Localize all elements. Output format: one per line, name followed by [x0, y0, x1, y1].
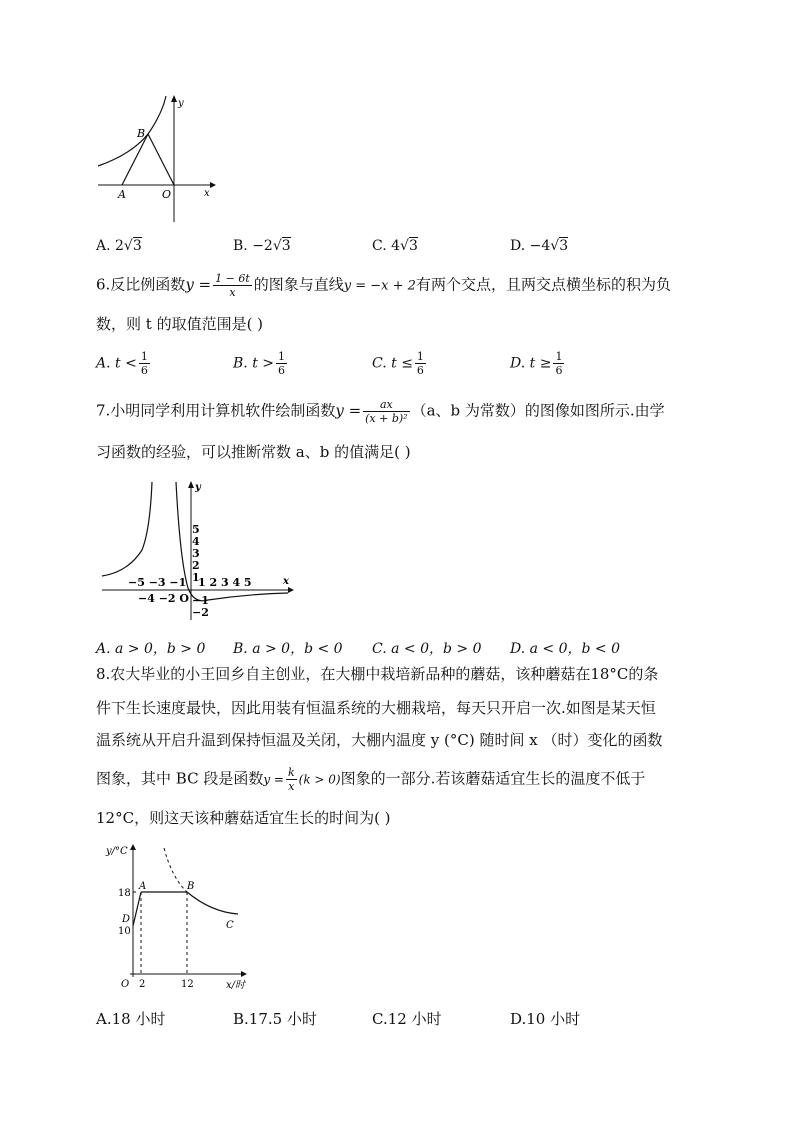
q7-y-eq: y = — [335, 401, 362, 420]
sqrt-icon: √ — [550, 238, 560, 254]
q6-option-b-frac — [276, 350, 287, 377]
q8-ytick-18: 18 — [118, 888, 131, 899]
q6-option-a-den: 6 — [140, 364, 148, 377]
q6-option-d-num: 1 — [555, 350, 563, 363]
q5-option-c-radicand: 3 — [408, 238, 418, 254]
q8-figure — [96, 840, 256, 1000]
q5-segment-AB — [122, 134, 148, 185]
q6-option-d[interactable] — [510, 350, 566, 377]
q6-option-d-den: 6 — [555, 364, 563, 377]
q8-option-c[interactable] — [372, 1008, 442, 1029]
q8-xtick-2: 2 — [139, 979, 146, 990]
q6-option-a-text: A. t < — [96, 355, 137, 372]
q7-option-a[interactable] — [96, 638, 205, 658]
q6-mid: 的图象与直线 — [253, 275, 344, 294]
q5-label-y: y — [178, 98, 184, 109]
q7-figure — [98, 480, 298, 620]
q7-line2: 习函数的经验，可以推断常数 a、b 的值满足( ) — [96, 443, 411, 461]
q8-line4-pre: 图象，其中 BC 段是函数 — [96, 769, 264, 788]
q6-option-c-den: 6 — [416, 364, 424, 377]
q6-frac-num: 1 − 6t — [215, 272, 250, 285]
q8-ytick-10: 10 — [118, 926, 131, 937]
q8-x-unit: x/时 — [226, 980, 246, 991]
q5-option-d-text: D. −4 — [510, 238, 551, 254]
q7-x-neg-bottom: −4 −2 O — [138, 592, 189, 605]
q7-option-c[interactable] — [372, 638, 482, 658]
q8-frac-num: k — [287, 766, 295, 779]
q8-curve-dashed — [164, 848, 187, 892]
q5-label-x: x — [204, 188, 210, 199]
q7-ytick-3: 3 — [192, 547, 200, 560]
q8-line2: 件下生长速度最快，因此用装有恒温系统的大棚栽培，每天只开启一次.如图是某天恒 — [96, 699, 656, 717]
q8-y-unit: y/°C — [106, 846, 128, 857]
q5-option-d-radicand: 3 — [559, 238, 569, 254]
q5-label-B: B — [137, 127, 146, 140]
q7-label-x: x — [283, 576, 289, 587]
q5-y-arrow — [171, 95, 177, 102]
q7-line1 — [96, 398, 665, 425]
q5-figure — [92, 92, 217, 227]
q8-line5: 12°C，则这天该种蘑菇适宜生长的时间为( ) — [96, 809, 391, 827]
q8-line4-post: 图象的一部分.若该蘑菇适宜生长的温度不低于 — [340, 769, 646, 788]
q8-option-a-text: A.18 小时 — [96, 1010, 166, 1028]
q7-frac-num: ax — [363, 398, 409, 412]
q8-frac-den: x — [288, 780, 295, 793]
q8-option-b[interactable] — [233, 1008, 317, 1029]
q6-option-b[interactable] — [233, 350, 289, 377]
q7-option-b[interactable] — [233, 638, 343, 658]
q8-curve-BC — [187, 892, 238, 914]
q5-segment-BO — [148, 134, 174, 185]
q8-y-arrow — [130, 844, 136, 850]
q7-option-a-text: A. a > 0，b > 0 — [96, 641, 206, 657]
q7-fraction — [363, 398, 409, 425]
q7-suffix: （a、b 为常数）的图像如图所示.由学 — [411, 401, 665, 420]
q7-ytick-5: 5 — [192, 523, 200, 536]
q5-option-a[interactable] — [96, 238, 142, 254]
q6-fraction — [213, 272, 252, 299]
q6-option-b-num: 1 — [278, 350, 285, 363]
q8-option-d[interactable] — [510, 1008, 580, 1029]
q8-line4-cond: (k > 0) — [298, 772, 341, 787]
q6-frac-den: x — [229, 286, 236, 299]
q6-line1 — [96, 272, 671, 299]
q8-line4-func: y = — [263, 772, 284, 787]
q8-label-O: O — [121, 979, 130, 990]
q6-option-c-text: C. t ≤ — [372, 355, 413, 372]
q8-option-b-text: B.17.5 小时 — [233, 1010, 317, 1028]
q7-prefix: 7.小明同学利用计算机软件绘制函数 — [96, 401, 336, 420]
sqrt-icon: √ — [123, 238, 133, 254]
q6-suffix: 有两个交点，且两交点横坐标的积为负 — [415, 275, 671, 294]
q7-option-d-text: D. a < 0，b < 0 — [510, 641, 621, 657]
q6-option-b-den: 6 — [278, 364, 285, 377]
q5-option-b[interactable] — [233, 238, 291, 254]
q5-option-c[interactable] — [372, 238, 418, 254]
q5-option-a-radicand: 3 — [132, 238, 142, 254]
q6-option-b-text: B. t > — [233, 355, 274, 372]
q6-option-c-num: 1 — [416, 350, 424, 363]
q6-option-a-frac — [139, 350, 150, 377]
q6-option-c[interactable] — [372, 350, 428, 377]
q7-y-arrow — [188, 481, 194, 488]
q8-label-A: A — [139, 881, 147, 892]
q5-option-c-text: C. 4 — [372, 238, 401, 254]
q6-option-a[interactable] — [96, 350, 152, 377]
q6-option-d-frac — [553, 350, 564, 377]
q8-option-a[interactable] — [96, 1008, 165, 1029]
q5-option-b-text: B. −2 — [233, 238, 273, 254]
q7-x-arrow — [288, 587, 294, 593]
q7-option-d[interactable] — [510, 638, 620, 658]
q7-curve-left — [102, 482, 152, 576]
q6-line2: 数，则 t 的取值范围是( ) — [96, 315, 264, 333]
q8-line4 — [96, 766, 645, 793]
q7-x-pos-ticks: 1 2 3 4 5 — [198, 576, 252, 589]
q6-option-d-text: D. t ≥ — [510, 355, 552, 372]
q8-x-arrow — [241, 971, 247, 977]
q6-option-a-num: 1 — [140, 350, 148, 363]
q5-curve — [98, 96, 166, 166]
q8-label-B: B — [187, 881, 195, 892]
q6-line-eq: y = −x + 2 — [343, 278, 416, 294]
q7-x-neg-top: −5 −3 −1 — [128, 576, 187, 589]
q6-option-c-frac — [415, 350, 426, 377]
q8-option-c-text: C.12 小时 — [372, 1010, 442, 1028]
q5-label-O: O — [162, 188, 172, 201]
q7-option-b-text: B. a > 0，b < 0 — [233, 641, 343, 657]
q5-option-b-radicand: 3 — [281, 238, 291, 254]
sqrt-icon: √ — [272, 238, 282, 254]
q7-ytick-neg2: −2 — [192, 606, 209, 619]
q7-ytick-neg1: −1 — [192, 594, 209, 607]
q5-option-d[interactable] — [510, 238, 568, 254]
sqrt-icon: √ — [400, 238, 409, 254]
q5-label-A: A — [118, 188, 126, 201]
q7-label-y: y — [195, 482, 201, 493]
q8-label-D: D — [122, 914, 131, 925]
q8-segment-DA — [133, 892, 141, 926]
q8-fraction — [286, 766, 297, 793]
q7-frac-den: (x + b)² — [365, 412, 408, 425]
q5-option-a-text: A. 2 — [96, 238, 124, 254]
q8-label-C: C — [226, 920, 234, 931]
q6-y-eq: y = — [185, 275, 212, 294]
q8-option-d-text: D.10 小时 — [510, 1010, 581, 1028]
q7-option-c-text: C. a < 0，b > 0 — [372, 641, 482, 657]
q8-xtick-12: 12 — [181, 979, 194, 990]
q7-ytick-2: 2 — [192, 559, 200, 572]
q8-line1: 8.农大毕业的小王回乡自主创业，在大棚中栽培新品种的蘑菇，该种蘑菇在18°C的条 — [96, 665, 659, 683]
q5-x-arrow — [210, 182, 216, 188]
q6-prefix: 6.反比例函数 — [96, 275, 186, 294]
q8-line3: 温系统从开启升温到保持恒温及关闭，大棚内温度 y (°C) 随时间 x （时）变化的函数 — [96, 731, 663, 749]
q7-ytick-1: 1 — [192, 571, 200, 584]
q7-ytick-4: 4 — [192, 535, 200, 548]
